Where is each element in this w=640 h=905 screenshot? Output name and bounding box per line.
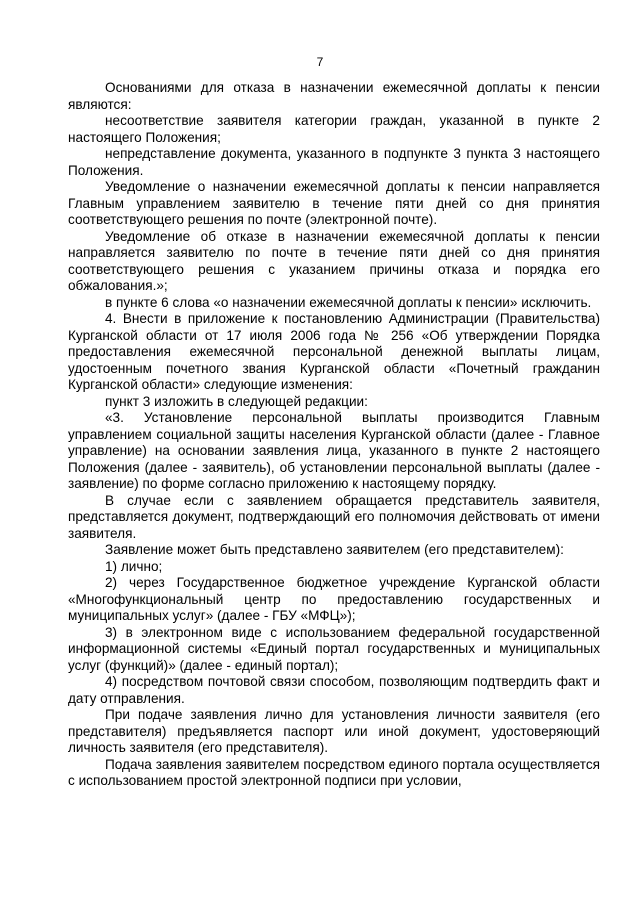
- paragraph-submission-ways: Заявление может быть представлено заявителем (его представителем):: [105, 542, 564, 557]
- list-item-in-person: 1) лично;: [105, 558, 163, 574]
- document-body: [68, 80, 600, 790]
- page-number: 7: [316, 55, 324, 69]
- list-item-electronic: 3) в электронном виде с использованием федеральной государственной информационной системы «Единый портал государственных и муниципальных услуг (функций)» (далее - единый портал);: [68, 624, 600, 673]
- paragraph-identity: При подаче заявления лично для установления личности заявителя (его представителя) предъявляется паспорт или иной документ, удостоверяющий личность заявителя (его представителя).: [68, 707, 600, 755]
- paragraph-clause-3-text: «3. Установление персональной выплаты производится Главным управлением социальной защиты населения Курганской области (далее - Главное управление) на основании заявления лица, указанного в пункте 2 настоящего Положения (далее - заявитель), об установлении персональной выплаты (далее - заявление) по форме согласно приложению к настоящему порядку.: [68, 410, 600, 491]
- paragraph-representative: В случае если с заявлением обращается представитель заявителя, представляется документ, подтверждающий его полномочия действовать от имени заявителя.: [68, 492, 600, 541]
- list-item-mfc: 2) через Государственное бюджетное учреждение Курганской области «Многофункциональный центр по предоставлению государственных и муниципальных услуг» (далее - ГБУ «МФЦ»);: [68, 575, 600, 623]
- paragraph-refusal-notice: Уведомление об отказе в назначении ежемесячной доплаты к пенсии направляется заявителю по почте в течение пяти дней со дня принятия соответствующего решения с указанием причины отказа и порядка его обжалования.»;: [68, 228, 600, 293]
- paragraph-missing-document: непредставление документа, указанного в подпункте 3 пункта 3 настоящего Положения.: [68, 146, 600, 178]
- paragraph-portal-submission: Подача заявления заявителем посредством единого портала осуществляется с использованием простой электронной подписи при условии,: [68, 756, 600, 788]
- paragraph-refusal-grounds: Основаниями для отказа в назначении ежемесячной доплаты к пенсии являются:: [68, 80, 600, 112]
- paragraph-section-4: 4. Внести в приложение к постановлению Администрации (Правительства) Курганской области от 17 июля 2006 года № 256 «Об утверждении Порядка предоставления ежемесячной персональной денежной выплаты лицам, удостоенным почетного звания Курганской области «Почетный гражданин Курганской области» следующие изменения:: [68, 311, 600, 392]
- paragraph-clause-6: в пункте 6 слова «о назначении ежемесячной доплаты к пенсии» исключить.: [105, 294, 592, 310]
- paragraph-assignment-notice: Уведомление о назначении ежемесячной доплаты к пенсии направляется Главным управлением заявителю в течение пяти дней со дня принятия соответствующего решения по почте (электронной почте).: [68, 179, 600, 227]
- list-item-postal: 4) посредством почтовой связи способом, позволяющим подтвердить факт и дату отправления.: [68, 674, 600, 706]
- paragraph-clause-3-intro: пункт 3 изложить в следующей редакции:: [105, 393, 368, 409]
- paragraph-category-mismatch: несоответствие заявителя категории граждан, указанной в пункте 2 настоящего Положения;: [68, 113, 600, 145]
